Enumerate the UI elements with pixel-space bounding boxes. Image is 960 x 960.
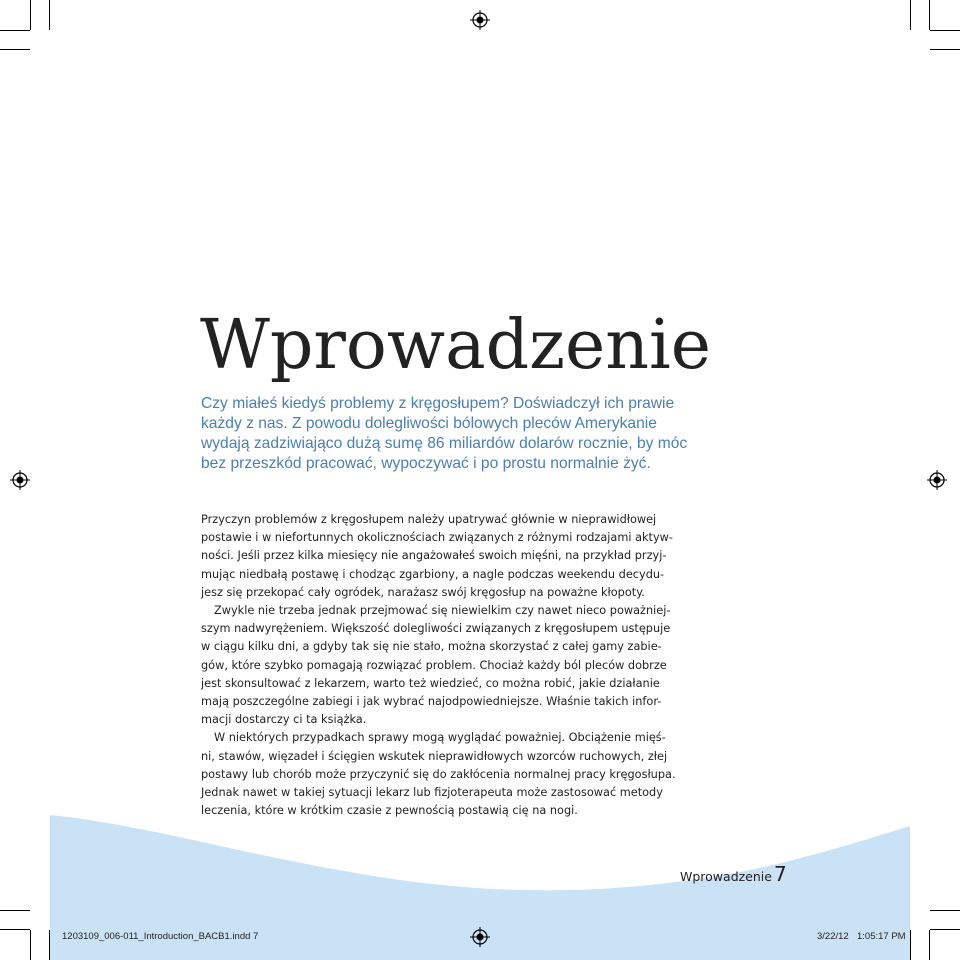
body-line: ni, stawów, więzadeł i ścięgien wskutek nieprawidłowych wzorców ruchowych, złej [201,749,668,763]
registration-mark-icon [10,470,30,490]
body-line: szym nadwyrężeniem. Większość dolegliwości związanych z kręgosłupem ustępuje [201,622,671,636]
body-line: jest skonsultować z lekarzem, warto też wiedzieć, co można robić, jakie działanie [201,676,660,690]
intro-line: każdy z nas. Z powodu dolegliwości bólowych pleców Amerykanie [201,415,657,432]
body-line: macji dostarczy ci ta książka. [201,713,367,727]
body-line: postawy lub chorób może przyczynić się do zakłócenia normalnej pracy kręgosłupa. [201,767,676,781]
body-line: leczenia, które w krótkim czasie z pewnością postawią cię na nogi. [201,804,578,818]
slug-filename: 1203109_006-011_Introduction_BACB1.indd 7 [62,931,259,942]
registration-mark-icon [927,470,947,490]
body-line: Jednak nawet w takiej sytuacji lekarz lub fizjoterapeuta może zastosować metody [201,786,663,800]
body-line: ności. Jeśli przez kilka miesięcy nie angażowałeś swoich mięśni, na przykład przyj- [201,549,667,563]
body-line: Zwykle nie trzeba jednak przejmować się niewielkim czy nawet nieco poważniej- [214,604,671,618]
chapter-title: Wprowadzenie [200,306,711,385]
body-line: w ciągu kilku dni, a gdyby tak się nie stało, można skorzystać z całej gamy zabie- [201,640,662,654]
body-line: postawie i w niefortunnych okolicznościach związanych z różnymi rodzajami aktyw- [201,531,673,545]
body-line: gów, które szybko pomagają rozwiązać problem. Chociaż każdy ból pleców dobrze [201,658,667,672]
intro-line: bez przeszkód pracować, wypoczywać i po prostu normalnie żyć. [201,455,651,472]
slug-time: 1:05:17 PM [857,931,906,942]
registration-mark-icon [470,10,490,30]
body-text [201,511,681,820]
running-footer-section: Wprowadzenie [680,869,772,884]
body-line: mają poszczególne zabiegi i jak wybrać najodpowiedniejsze. Właśnie takich infor- [201,695,662,709]
body-line: W niektórych przypadkach sprawy mogą wyglądać poważniej. Obciążenie mięś- [214,731,666,745]
body-line: jesz się przekopać cały ogródek, narażasz swój kręgosłup na poważne kłopoty. [201,585,645,599]
body-line: Przyczyn problemów z kręgosłupem należy upatrywać głównie w nieprawidłowej [201,513,657,526]
registration-mark-icon [470,927,490,947]
slug-date: 3/22/12 [817,931,849,942]
page-number: 7 [774,862,787,886]
body-line: mując niedbałą postawę i chodząc zgarbiony, a nagle podczas weekendu decydu- [201,567,665,581]
intro-line: Czy miałeś kiedyś problemy z kręgosłupem? Doświadczył ich prawie [201,395,675,412]
intro-line: wydają zadziwiająco dużą sumę 86 miliardów dolarów rocznie, by móc [201,435,688,452]
intro-paragraph [201,394,701,474]
